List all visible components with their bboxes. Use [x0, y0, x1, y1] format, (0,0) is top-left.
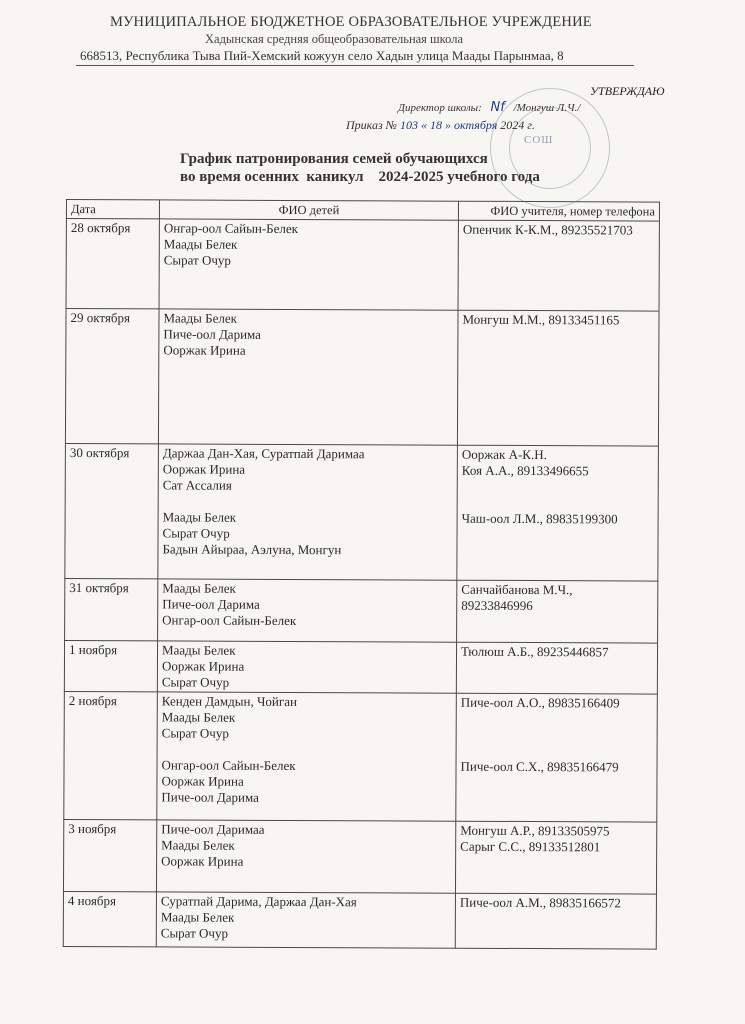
teacher-contact: Монгуш А.Р., 89133505975	[460, 822, 610, 839]
child-name: Пиче-оол Дарима	[161, 789, 259, 805]
child-name: Маады Белек	[162, 509, 237, 525]
row-date: 29 октября	[65, 309, 159, 444]
teacher-contact: Тюлюш А.Б., 89235446857	[460, 643, 609, 660]
child-name: Сырат Очур	[162, 525, 230, 541]
row-teacher	[455, 821, 656, 894]
row-date: 31 октября	[65, 578, 158, 640]
table-row	[64, 691, 658, 822]
row-teacher	[457, 580, 658, 643]
row-teacher	[456, 693, 658, 822]
row-children	[156, 892, 455, 948]
stamp-label: СОШ	[524, 134, 554, 146]
child-name: Онгар-оол Сайын-Белек	[162, 612, 297, 629]
teacher-contact: Сарыг С.С., 89133512801	[460, 838, 601, 855]
approval-heading: УТВЕРЖДАЮ	[590, 84, 665, 98]
organization-name: МУНИЦИПАЛЬНОЕ БЮДЖЕТНОЕ ОБРАЗОВАТЕЛЬНОЕ УЧРЕЖДЕНИЕ	[110, 14, 592, 30]
row-teacher	[457, 445, 659, 581]
row-children	[158, 579, 457, 642]
table-row	[65, 578, 658, 643]
child-name: Онгар-оол Сайын-Белек	[163, 220, 298, 237]
row-teacher	[458, 220, 659, 311]
teacher-contact: Пиче-оол С.Х., 89835166479	[460, 758, 619, 775]
order-year: 2024 г.	[500, 118, 535, 132]
teacher-contact: Санчайбанова М.Ч.,	[461, 581, 573, 598]
director-line	[398, 100, 580, 115]
row-children	[157, 692, 457, 821]
row-children	[156, 820, 455, 893]
child-name: Ооржак Ирина	[162, 461, 246, 477]
school-name: Хадынская средняя общеобразовательная школа	[205, 32, 463, 46]
child-name: Ооржак Ирина	[161, 773, 244, 789]
child-name: Онгар-оол Сайын-Белек	[161, 757, 296, 774]
teacher-contact	[461, 743, 653, 760]
child-name: Бадын Айыраа, Аэлуна, Монгун	[162, 541, 342, 558]
child-name: Маады Белек	[163, 310, 238, 326]
row-teacher	[456, 642, 657, 694]
child-name: Пиче-оол Даримаа	[161, 821, 265, 837]
table-row	[66, 219, 659, 312]
teacher-contact: Пиче-оол А.М., 89835166572	[459, 894, 621, 911]
child-name: Пиче-оол Дарима	[162, 596, 260, 612]
child-name: Ооржак Ирина	[163, 342, 246, 358]
child-name: Маады Белек	[162, 642, 236, 658]
teacher-contact: Пиче-оол А.О., 89835166409	[460, 694, 620, 711]
teacher-contact: Опенчик К-К.М., 89235521703	[462, 221, 633, 238]
teacher-contact: Ооржак А-К.Н.	[461, 446, 547, 463]
row-date: 2 ноября	[64, 691, 158, 819]
table-header-row	[66, 200, 659, 222]
child-name: Сат Ассалия	[162, 477, 232, 493]
table-row	[65, 443, 659, 581]
table-row	[64, 640, 657, 694]
child-name: Сырат Очур	[161, 674, 230, 690]
document-subtitle: во время осенних каникул 2024-2025 учебного года	[180, 169, 540, 185]
child-name: Даржаа Дан-Хая, Суратпай Даримаа	[162, 445, 365, 462]
director-signature: Nf	[490, 100, 505, 115]
teacher-contact: 89233846996	[461, 597, 533, 614]
child-name: Сырат Очур	[161, 725, 229, 741]
header-teacher: ФИО учителя, номер телефона	[458, 201, 659, 221]
teacher-contact: Чаш-оол Л.М., 89835199300	[461, 510, 618, 527]
patronage-schedule-table	[63, 199, 660, 950]
row-date: 30 октября	[65, 443, 159, 578]
order-date: « 18 » октября	[420, 118, 498, 132]
row-date: 1 ноября	[64, 640, 157, 691]
row-date: 28 октября	[66, 219, 159, 309]
row-date: 3 ноября	[63, 819, 156, 891]
header-children: ФИО детей	[159, 200, 458, 220]
row-date: 4 ноября	[63, 891, 156, 946]
order-prefix: Приказ №	[346, 118, 397, 132]
order-number: 103	[399, 118, 418, 132]
header-date: Дата	[66, 200, 159, 219]
child-name: Маады Белек	[163, 236, 238, 252]
order-line	[346, 118, 535, 133]
child-name: Кенден Дамдын, Чойган	[161, 693, 297, 710]
director-name: /Монгуш Л.Ч./	[513, 102, 581, 114]
teacher-contact	[462, 495, 654, 512]
row-teacher	[457, 310, 659, 446]
director-label: Директор школы:	[398, 102, 482, 114]
child-name	[163, 493, 453, 510]
document-title: График патронирования семей обучающихся	[180, 151, 488, 167]
teacher-contact	[461, 711, 653, 728]
row-children	[158, 444, 458, 580]
child-name: Маады Белек	[162, 580, 236, 596]
teacher-contact: Коя А.А., 89133496655	[461, 462, 589, 479]
table-row	[65, 309, 659, 447]
row-children	[158, 309, 458, 445]
table-row	[63, 891, 656, 949]
child-name: Маады Белек	[161, 709, 236, 725]
row-children	[157, 641, 456, 693]
header-divider	[76, 65, 634, 66]
row-children	[159, 219, 458, 310]
school-address: 668513, Республика Тыва Пий-Хемский кожуун село Хадын улица Маады Парынмаа, 8	[80, 48, 564, 63]
child-name: Сырат Очур	[160, 925, 229, 941]
table-row	[63, 819, 656, 894]
teacher-contact: Монгуш М.М., 89133451165	[462, 311, 620, 328]
child-name: Сырат Очур	[163, 252, 231, 268]
child-name: Маады Белек	[161, 837, 235, 853]
child-name: Суратпай Дарима, Даржаа Дан-Хая	[160, 893, 357, 910]
child-name: Ооржак Ирина	[161, 853, 244, 869]
teacher-contact	[462, 479, 654, 496]
row-teacher	[455, 893, 656, 949]
child-name: Пиче-оол Дарима	[163, 326, 262, 342]
table-body	[63, 219, 659, 950]
child-name: Ооржак Ирина	[161, 658, 245, 674]
teacher-contact	[461, 727, 653, 744]
child-name	[162, 741, 452, 758]
child-name: Маады Белек	[160, 909, 235, 925]
